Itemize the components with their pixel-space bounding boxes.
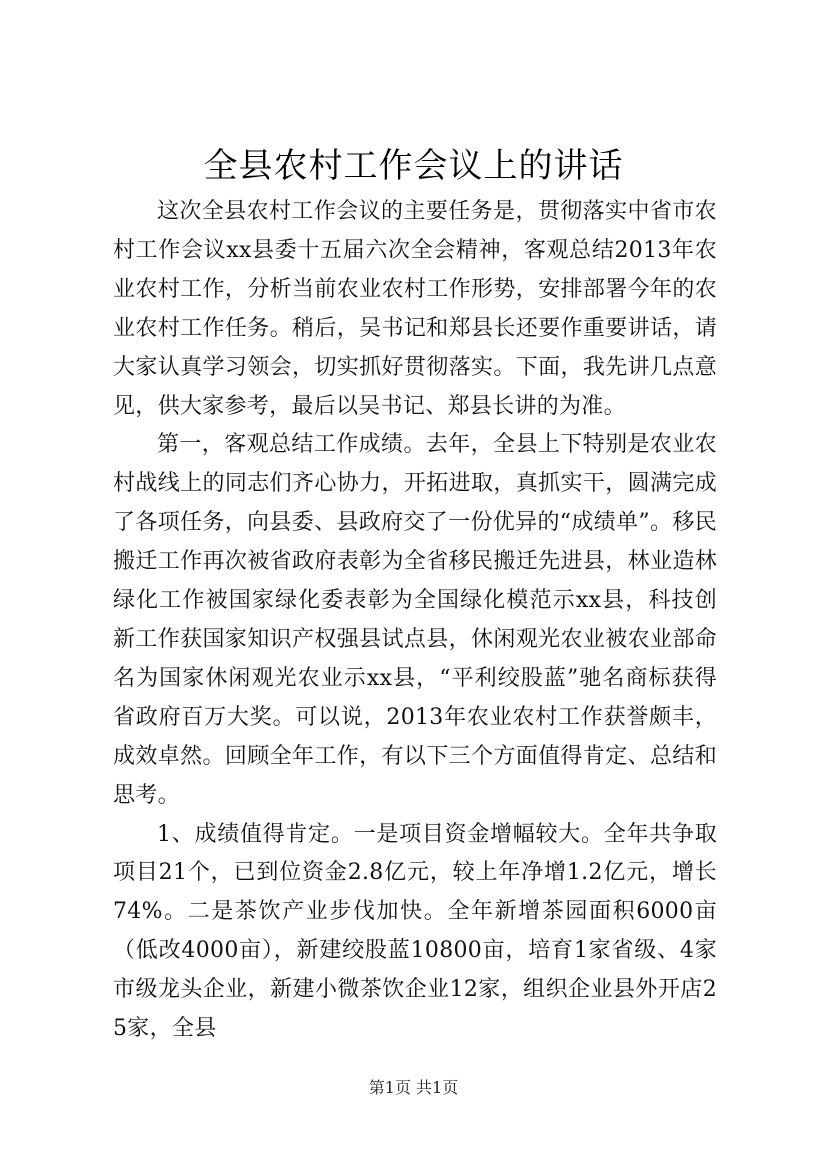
paragraph-achievements: 1、成绩值得肯定。一是项目资金增幅较大。全年共争取项目21个，已到位资金2.8亿元，较上年净增1.2亿元，增长74%。二是茶饮产业步伐加快。全年新增茶园面积6000亩（低改4000亩），新建绞股蓝10800亩，培育1家省级、4家市级龙头企业，新建小微茶饮企业12家，组织企业县外开店25家，全县 bbox=[113, 821, 717, 1042]
paragraph-intro: 这次全县农村工作会议的主要任务是，贯彻落实中省市农村工作会议xx县委十五届六次全会精神，客观总结2013年农业农村工作，分析当前农业农村工作形势，安排部署今年的农业农村工作任务。稍后，吴书记和郑县长还要作重要讲话，请大家认真学习领会，切实抓好贯彻落实。下面，我先讲几点意见，供大家参考，最后以吴书记、郑县长讲的为准。 bbox=[113, 199, 717, 419]
page-footer: 第1页 共1页 bbox=[368, 1078, 459, 1097]
document-title: 全县农村工作会议上的讲话 bbox=[203, 146, 624, 186]
document-body bbox=[113, 193, 717, 1049]
paragraph-section-one: 第一，客观总结工作成绩。去年，全县上下特别是农业农村战线上的同志们齐心协力，开拓进取，真抓实干，圆满完成了各项任务，向县委、县政府交了一份优异的“成绩单”。移民搬迁工作再次被省政府表彰为全省移民搬迁先进县，林业造林绿化工作被国家绿化委表彰为全国绿化模范示xx县，科技创新工作获国家知识产权强县试点县，休闲观光农业被农业部命名为国家休闲观光农业示xx县，“平利绞股蓝”驰名商标获得省政府百万大奖。可以说，2013年农业农村工作获誉颇丰，成效卓然。回顾全年工作，有以下三个方面值得肯定、总结和思考。 bbox=[113, 432, 717, 808]
